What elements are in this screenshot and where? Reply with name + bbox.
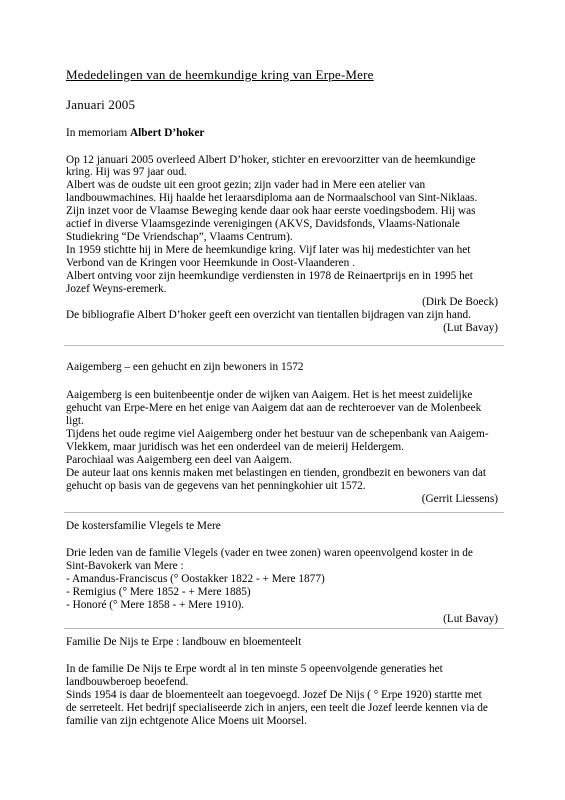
paragraph-line: gehucht op basis van de gegevens van het penningkohier uit 1572.	[66, 480, 366, 492]
paragraph-line: Sint-Bavokerk van Mere :	[66, 560, 184, 572]
list-item: - Remigius (° Mere 1852 - + Mere 1885)	[66, 586, 251, 598]
paragraph-line: In 1959 stichtte hij in Mere de heemkundige kring. Vijf later was hij medestichter van het	[66, 244, 471, 256]
paragraph-line: Studiekring “De Vriendschap”, Vlaams Centrum).	[66, 231, 293, 243]
heading-prefix: In memoriam	[66, 127, 130, 139]
paragraph-line: Sinds 1954 is daar de bloementeelt aan toegevoegd. Jozef De Nijs ( ° Erpe 1920) startte met	[66, 689, 482, 701]
paragraph-line: Drie leden van de familie Vlegels (vader en twee zonen) waren opeenvolgend koster in de	[66, 547, 473, 559]
document-date: Januari 2005	[66, 97, 136, 112]
author-credit: (Lut Bavay)	[443, 322, 498, 334]
paragraph-line: familie van zijn echtgenote Alice Moens uit Moorsel.	[66, 715, 307, 727]
section-heading-de-nijs: Familie De Nijs te Erpe : landbouw en bloementeelt	[66, 636, 302, 648]
paragraph-line: Verbond van de Kringen voor Heemkunde in Oost-Vlaanderen .	[66, 257, 355, 269]
paragraph-line: kring. Hij was 97 jaar oud.	[66, 166, 187, 178]
paragraph-line: actief in diverse Vlaamsgezinde verenigingen (AKVS, Davidsfonds, Vlaams-Nationale	[66, 218, 460, 230]
author-credit: (Lut Bavay)	[443, 613, 498, 625]
list-item: - Honoré (° Mere 1858 - + Mere 1910).	[66, 599, 245, 611]
list-item: - Amandus-Franciscus (° Oostakker 1822 - + Mere 1877)	[66, 573, 325, 585]
section-heading-memoriam	[66, 127, 204, 140]
paragraph-line: De bibliografie Albert D’hoker geeft een overzicht van tientallen bijdragen van zijn hand.	[66, 309, 471, 321]
paragraph-line: De auteur laat ons kennis maken met belastingen en tienden, grondbezit en bewoners van dat	[66, 467, 487, 479]
section-divider	[64, 512, 504, 513]
author-credit: (Dirk De Boeck)	[422, 296, 498, 308]
paragraph-line: Jozef Weyns-eremerk.	[66, 283, 167, 295]
author-credit: (Gerrit Liessens)	[421, 493, 498, 505]
paragraph-line: landbouwberoep beoefend.	[66, 676, 189, 688]
paragraph-line: Aaigemberg is een buitenbeentje onder de wijken van Aaigem. Het is het meest zuidelijke	[66, 389, 473, 401]
paragraph-line: Albert ontving voor zijn heemkundige verdiensten in 1978 de Reinaertprijs en in 1995 het	[66, 270, 473, 282]
paragraph-line: Albert was de oudste uit een groot gezin; zijn vader had in Mere een atelier van	[66, 179, 426, 191]
section-heading-aaigemberg: Aaigemberg – een gehucht en zijn bewoners in 1572	[66, 361, 304, 373]
paragraph-line: de serreteelt. Het bedrijf specialiseerde zich in anjers, een teelt die Jozef leerde kennen via de	[66, 702, 488, 714]
paragraph-line: In de familie De Nijs te Erpe wordt al in ten minste 5 opeenvolgende generaties het	[66, 663, 443, 675]
paragraph-line: Tijdens het oude regime viel Aaigemberg onder het bestuur van de schepenbank van Aaigem-	[66, 428, 489, 440]
paragraph-line: Op 12 januari 2005 overleed Albert D’hoker, stichter en erevoorzitter van de heemkundige	[66, 154, 476, 166]
heading-name: Albert D’hoker	[130, 127, 205, 139]
paragraph-line: Zijn inzet voor de Vlaamse Beweging kende daar ook haar eerste voedingsbodem. Hij was	[66, 205, 476, 217]
section-heading-vlegels: De kostersfamilie Vlegels te Mere	[66, 520, 221, 532]
paragraph-line: landbouwmachines. Hij haalde het leraarsdiploma aan de Normaalschool van Sint-Niklaas.	[66, 192, 478, 204]
paragraph-line: ligt.	[66, 415, 84, 427]
document-title: Mededelingen van de heemkundige kring van Erpe-Mere	[66, 67, 374, 82]
paragraph-line: Vlekkem, maar juridisch was het een onderdeel van de meierij Heldergem.	[66, 441, 404, 453]
paragraph-line: Parochiaal was Aaigemberg een deel van Aaigem.	[66, 454, 292, 466]
section-divider	[64, 628, 504, 629]
section-divider	[64, 345, 504, 346]
paragraph-line: gehucht van Erpe-Mere en het enige van Aaigem dat aan de rechteroever van de Molenbeek	[66, 402, 482, 414]
